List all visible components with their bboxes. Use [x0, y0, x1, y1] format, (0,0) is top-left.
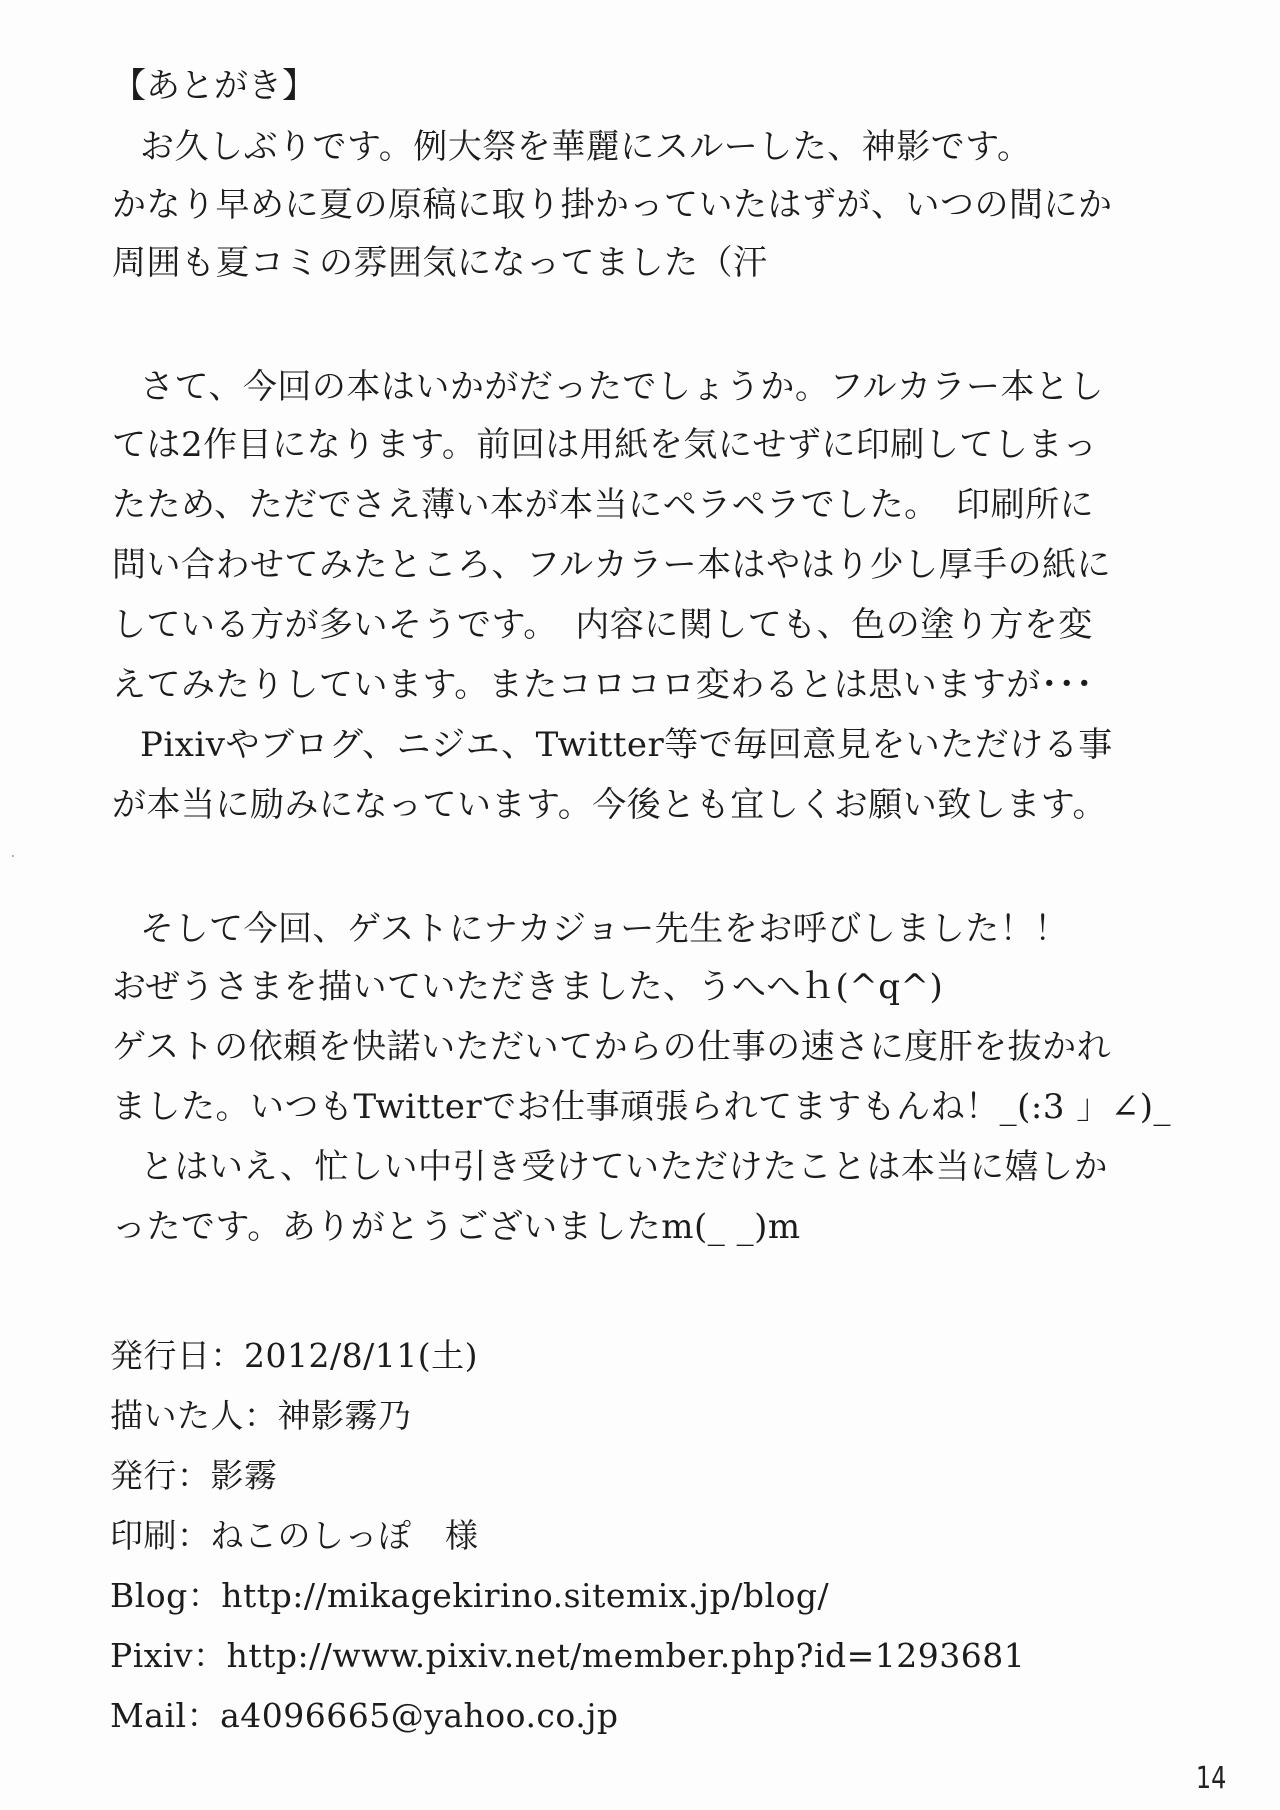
text-line: たため、ただでさえ薄い本が本当にペラペラでした。 印刷所に [112, 485, 1095, 525]
text-line: とはいえ、忙しい中引き受けていただけたことは本当に嬉しか [140, 1147, 1109, 1187]
text-line: おぜうさまを描いていただきました、うへへｈ(^q^) [112, 967, 944, 1007]
text-line: お久しぶりです。例大祭を華麗にスルーした、神影です。 [140, 127, 1032, 167]
text-line: ったです。ありがとうございましたm(_ _)m [112, 1207, 801, 1247]
issue-date: 発行日：2012/8/11(土) [110, 1336, 478, 1375]
text-line: えてみたりしています。またコロコロ変わるとは思いますが･･･ [112, 665, 1094, 705]
blog-url: Blog：http://mikagekirino.sitemix.jp/blog/ [110, 1576, 830, 1615]
text-line: ました。いつもTwitterでお仕事頑張られてますもんね！_(:3 」∠)_ [112, 1087, 1172, 1127]
text-line: している方が多いそうです。 内容に関しても、色の塗り方を変 [112, 605, 1093, 645]
printer-credit: 印刷：ねこのしっぽ 様 [110, 1516, 479, 1555]
artist-credit: 描いた人：神影霧乃 [110, 1396, 412, 1435]
pixiv-url: Pixiv：http://www.pixiv.net/member.php?id=1293681 [110, 1636, 1026, 1675]
text-line: Pixivやブログ、ニジエ、Twitter等で毎回意見をいただける事 [140, 725, 1113, 765]
text-line: 問い合わせてみたところ、フルカラー本はやはり少し厚手の紙に [112, 545, 1112, 585]
text-line: が本当に励みになっています。今後とも宜しくお願い致します。 [112, 785, 1108, 825]
afterword-heading: 【あとがき】 [112, 66, 316, 106]
text-line: そして今回、ゲストにナカジョー先生をお呼びしました！！ [140, 909, 1069, 949]
mail-address: Mail：a4096665@yahoo.co.jp [110, 1696, 619, 1735]
scan-speck [12, 855, 14, 857]
text-line: 周囲も夏コミの雰囲気になってました（汗 [112, 243, 768, 283]
text-line: ゲストの依頼を快諾いただいてからの仕事の速さに度肝を抜かれ [112, 1027, 1112, 1067]
text-line: さて、今回の本はいかがだったでしょうか。フルカラー本とし [140, 367, 1104, 407]
text-line: かなり早めに夏の原稿に取り掛かっていたはずが、いつの間にか [112, 185, 1113, 225]
text-line: ては2作目になります。前回は用紙を気にせずに印刷してしまっ [112, 425, 1098, 465]
publisher-credit: 発行：影霧 [110, 1456, 278, 1495]
page-number: 14 [1195, 1761, 1227, 1796]
